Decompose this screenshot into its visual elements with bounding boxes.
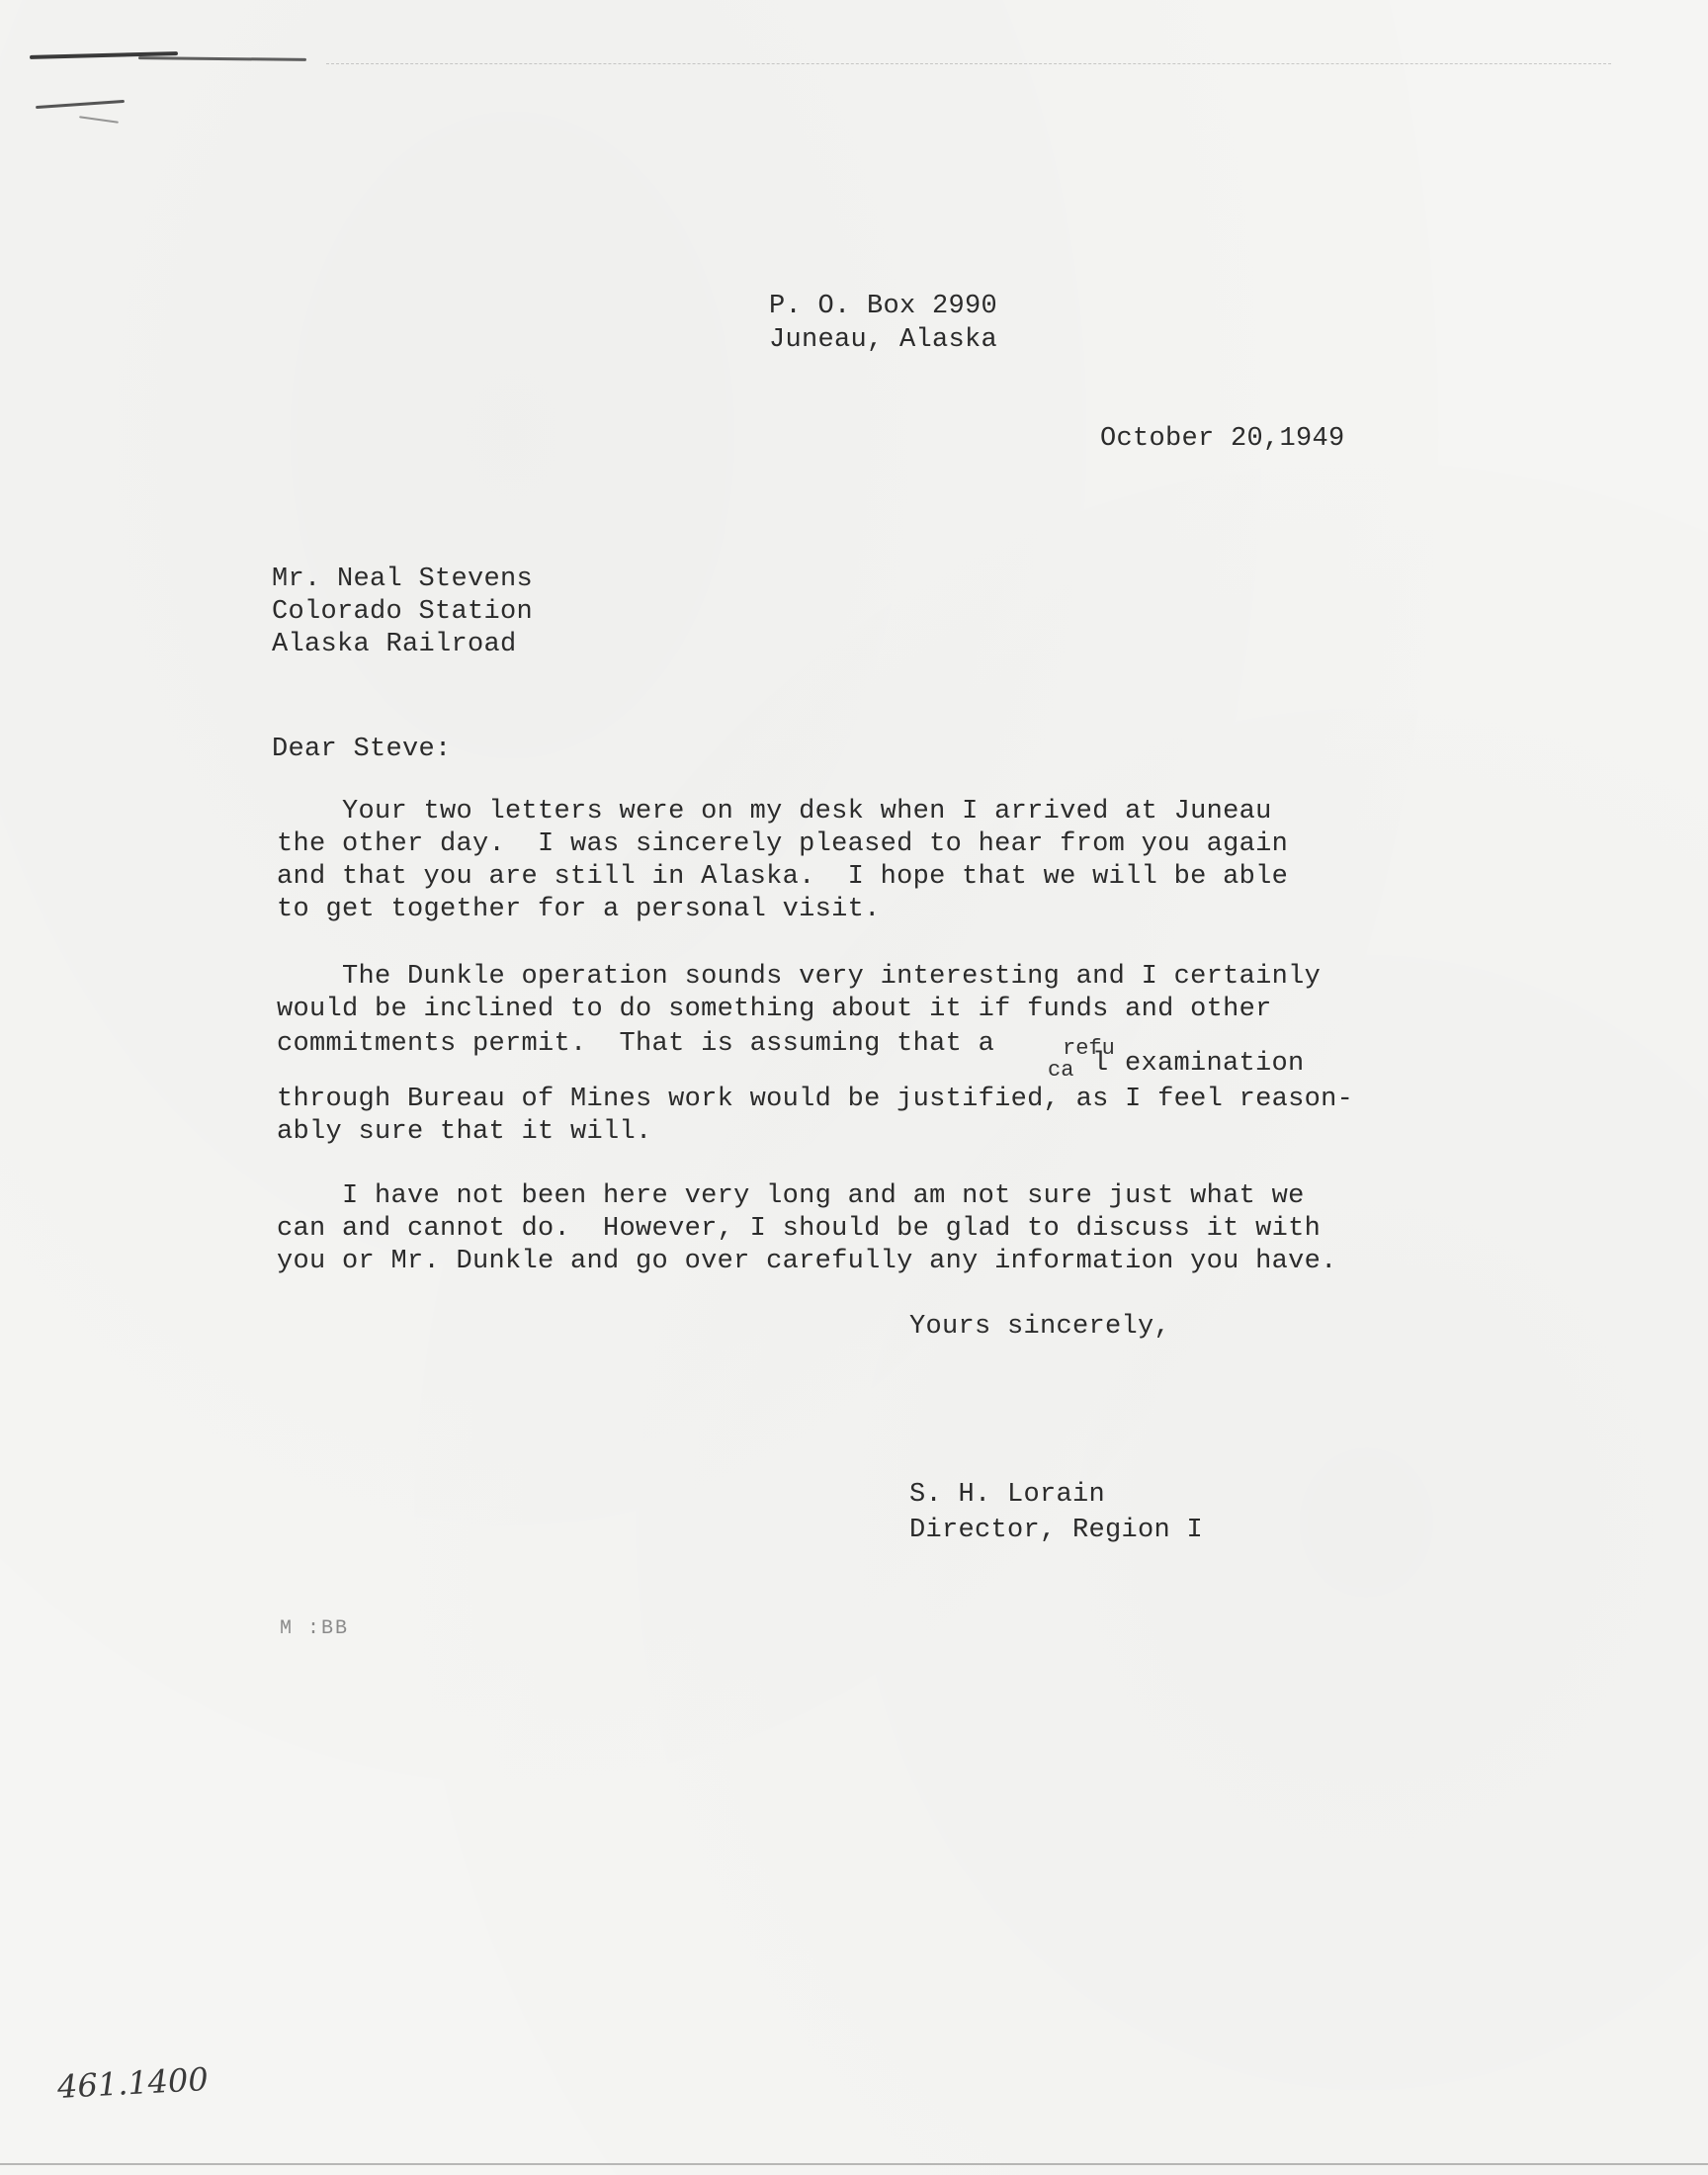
bottom-rule [0,2163,1708,2165]
signature-name: S. H. Lorain [909,1480,1106,1510]
paragraph-2-line: ably sure that it will. [277,1117,652,1147]
scan-artifact-mark [79,116,119,124]
insertion-continuation: l examination [1092,1049,1305,1079]
paragraph-3-line: you or Mr. Dunkle and go over carefully any information you have. [277,1247,1337,1276]
scan-artifact-mark [36,100,125,109]
recipient-line: Mr. Neal Stevens [272,565,534,594]
paragraph-1-line: and that you are still in Alaska. I hope that we will be able [277,862,1289,892]
paragraph-2-line: would be inclined to do something about it if funds and other [277,995,1272,1024]
recipient-line: Colorado Station [272,597,534,627]
letter-date: October 20,1949 [1100,424,1345,454]
scan-artifact-mark [138,56,306,61]
paragraph-1-line: to get together for a personal visit. [277,895,881,924]
top-rule [326,63,1611,65]
salutation: Dear Steve: [272,735,452,764]
sender-address-line: P. O. Box 2990 [769,292,998,321]
paragraph-1-line: the other day. I was sincerely pleased to hear from you again [277,829,1289,859]
paragraph-1-line: Your two letters were on my desk when I arrived at Juneau [277,797,1272,826]
typed-insertion-above: refu [1063,1036,1115,1061]
closing: Yours sincerely, [909,1312,1171,1342]
paragraph-2-line: commitments permit. That is assuming that a [277,1029,1011,1059]
handwritten-file-number: 461.1400 [56,2060,210,2106]
recipient-line: Alaska Railroad [272,630,517,659]
signature-title: Director, Region I [909,1516,1204,1545]
sender-address-line: Juneau, Alaska [769,325,998,355]
paragraph-3-line: can and cannot do. However, I should be glad to discuss it with [277,1214,1322,1244]
paragraph-3-line: I have not been here very long and am not sure just what we [277,1181,1305,1211]
typed-insertion-below: ca [1048,1058,1074,1083]
paragraph-2-line: through Bureau of Mines work would be justified, as I feel reason- [277,1085,1354,1114]
paragraph-2-line: The Dunkle operation sounds very interesting and I certainly [277,962,1322,992]
typist-initials: M :BB [280,1617,350,1640]
